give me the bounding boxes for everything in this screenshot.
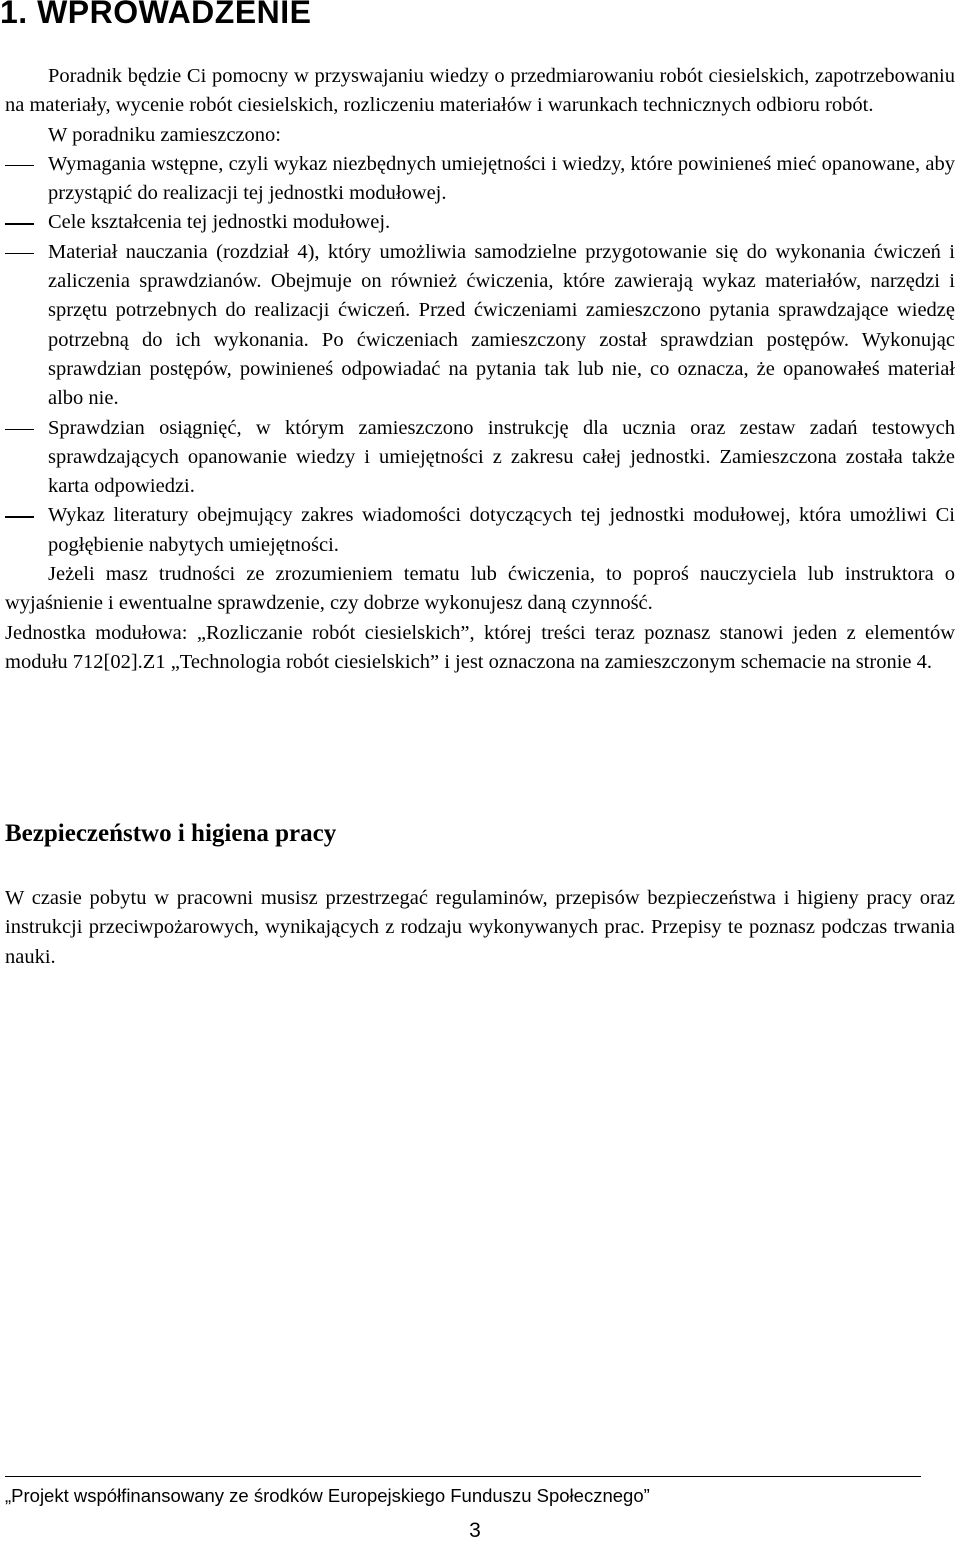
list-item — [5, 208, 955, 237]
list-item — [5, 414, 955, 502]
help-paragraph: Jeżeli masz trudności ze zrozumieniem tematu lub ćwiczenia, to poproś nauczyciela lub instruktora o wyjaśnienie i ewentualne sprawdzenie, czy dobrze wykonujesz daną czynność. — [5, 563, 955, 615]
list-lead: W poradniku zamieszczono: — [48, 123, 282, 146]
list-item-text: Wymagania wstępne, czyli wykaz niezbędnych umiejętności i wiedzy, które powinieneś mieć opanowane, aby przystąpić do realizacji tej jednostki modułowej. — [48, 152, 955, 205]
page-number: 3 — [469, 1519, 481, 1542]
list-item — [5, 501, 955, 560]
list-item-text: Wykaz literatury obejmujący zakres wiadomości dotyczących tej jednostki modułowej, która umożliwi Ci pogłębienie nabytych umiejętności. — [48, 504, 955, 556]
list-item-text: Sprawdzian osiągnięć, w którym zamieszczono instrukcję dla ucznia oraz zestaw zadań testowych sprawdzających opanowanie wiedzy i umiejętności z zakresu całej jednostki. Zamieszczona została także karta odpowiedzi. — [48, 416, 955, 498]
chapter-title: 1. WPROWADZENIE — [0, 0, 312, 30]
safety-paragraph: W czasie pobytu w pracowni musisz przestrzegać regulaminów, przepisów bezpieczeństwa i higieny pracy oraz instrukcji przeciwpożarowych, wynikających z rodzaju wykonywanych prac. Przepisy te poznasz podczas trwania nauki. — [5, 887, 955, 968]
footer-text: „Projekt współfinansowany ze środków Europejskiego Funduszu Społecznego” — [5, 1485, 650, 1506]
section-title: Bezpieczeństwo i higiena pracy — [5, 820, 337, 847]
safety-section — [5, 884, 955, 972]
list-item — [5, 238, 955, 414]
list-item-text: Materiał nauczania (rozdział 4), który umożliwia samodzielne przygotowanie się do wykonania ćwiczeń i zaliczenia sprawdzianów. Obejmuje on również ćwiczenia, które zawierają wykaz materiałów, narzędzi i sprzętu potrzebnych do realizacji ćwiczeń. Przed ćwiczeniami zamieszczono pytania sprawdzające wiedzę potrzebną do ich wykonania. Po ćwiczeniach zamieszczony został sprawdzian postępów. Wykonując sprawdzian postępów, powinieneś odpowiadać na pytania tak lub nie, co oznacza, że opanowałeś materiał albo nie. — [48, 240, 955, 410]
intro-paragraph: Poradnik będzie Ci pomocny w przyswajaniu wiedzy o przedmiarowaniu robót ciesielskich, zapotrzebowaniu na materiały, wycenie robót ciesielskich, rozliczeniu materiałów i warunkach technicznych odbioru robót. — [5, 65, 955, 117]
list-item-text: Cele kształcenia tej jednostki modułowej. — [48, 211, 391, 234]
footer-divider — [5, 1476, 921, 1477]
module-paragraph: Jednostka modułowa: „Rozliczanie robót ciesielskich”, której treści teraz poznasz stanowi jeden z elementów modułu 712[02].Z1 „Technologia robót ciesielskich” i jest oznaczona na zamieszczonym schemacie na stronie 4. — [5, 621, 955, 673]
intro-section — [5, 62, 955, 677]
contents-list — [5, 150, 955, 560]
list-item — [5, 150, 955, 209]
